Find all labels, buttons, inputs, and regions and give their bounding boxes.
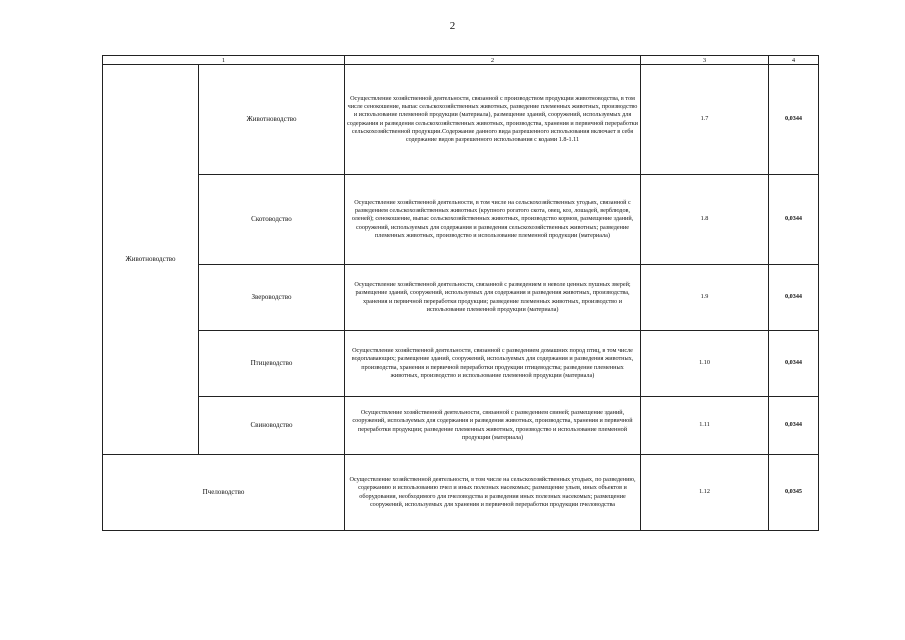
row-code: 1.8 bbox=[641, 175, 769, 265]
row-value: 0,0344 bbox=[769, 397, 819, 455]
column-header-4: 4 bbox=[769, 56, 819, 65]
row-code: 1.10 bbox=[641, 331, 769, 397]
row-name: Пчеловодство bbox=[103, 455, 345, 531]
row-description: Осуществление хозяйственной деятельности, в том числе на сельскохозяйственных угодьях, по разведению, содержанию и использованию пчел и иных полезных насекомых; размещение ульев, иных объектов и оборудования, необходимого для пчеловодства и разведения иных полезных насекомых; размещение сооружений, используемых для хранения и первичной переработки продукции пчеловодства bbox=[345, 455, 641, 531]
group-cell: Животноводство bbox=[103, 65, 199, 455]
row-code: 1.7 bbox=[641, 65, 769, 175]
table-row bbox=[103, 331, 819, 397]
page-number: 2 bbox=[449, 20, 456, 32]
column-header-1: 1 bbox=[103, 56, 345, 65]
column-header-2: 2 bbox=[345, 56, 641, 65]
column-header-3: 3 bbox=[641, 56, 769, 65]
table-header-row bbox=[103, 56, 819, 65]
row-value: 0,0344 bbox=[769, 331, 819, 397]
table-row bbox=[103, 397, 819, 455]
row-description: Осуществление хозяйственной деятельности, связанной с производством продукции животноводства, в том числе сенокошение, выпас сельскохозяйственных животных, разведение племенных животных, производство и использование племенной продукции (материала), размещение зданий, сооружений, используемых для содержания и разведения сельскохозяйственных животных, производства, хранения и первичной переработки сельскохозяйственной продукции.Содержание данного вида разрешенного использования включает в себя содержание видов разрешенного использования с кодами 1.8-1.11 bbox=[345, 65, 641, 175]
row-value: 0,0344 bbox=[769, 265, 819, 331]
row-code: 1.11 bbox=[641, 397, 769, 455]
table-row bbox=[103, 65, 819, 175]
row-value: 0,0344 bbox=[769, 65, 819, 175]
row-code: 1.12 bbox=[641, 455, 769, 531]
row-name: Звероводство bbox=[199, 265, 345, 331]
row-name: Животноводство bbox=[199, 65, 345, 175]
row-value: 0,0344 bbox=[769, 175, 819, 265]
row-code: 1.9 bbox=[641, 265, 769, 331]
row-value: 0,0345 bbox=[769, 455, 819, 531]
row-name: Свиноводство bbox=[199, 397, 345, 455]
row-description: Осуществление хозяйственной деятельности, в том числе на сельскохозяйственных угодьях, связанной с разведением сельскохозяйственных животных (крупного рогатого скота, овец, коз, лошадей, верблюдов, оленей); сенокошение, выпас сельскохозяйственных животных, производство кормов, размещение зданий, сооружений, используемых для содержания и разведения сельскохозяйственных животных; разведение племенных животных, производство и использование племенной продукции (материала) bbox=[345, 175, 641, 265]
row-name: Скотоводство bbox=[199, 175, 345, 265]
row-name: Птицеводство bbox=[199, 331, 345, 397]
table-row bbox=[103, 175, 819, 265]
land-use-table bbox=[102, 55, 819, 531]
row-description: Осуществление хозяйственной деятельности, связанной с разведением в неволе ценных пушных зверей; размещение зданий, сооружений, используемых для содержания и разведения животных, производства, хранения и первичной переработки продукции; разведение племенных животных, производство и использование племенной продукции (материала) bbox=[345, 265, 641, 331]
row-description: Осуществление хозяйственной деятельности, связанной с разведением домашних пород птиц, в том числе водоплавающих; размещение зданий, сооружений, используемых для содержания и разведения животных, производства, хранения и первичной переработки продукции птицеводства; разведение племенных животных, производство и использование племенной продукции (материала) bbox=[345, 331, 641, 397]
table-row bbox=[103, 265, 819, 331]
row-description: Осуществление хозяйственной деятельности, связанной с разведением свиней; размещение зданий, сооружений, используемых для содержания и разведения животных, производства, хранения и первичной переработки продукции; разведение племенных животных, производство и использование племенной продукции (материала) bbox=[345, 397, 641, 455]
table-row bbox=[103, 455, 819, 531]
